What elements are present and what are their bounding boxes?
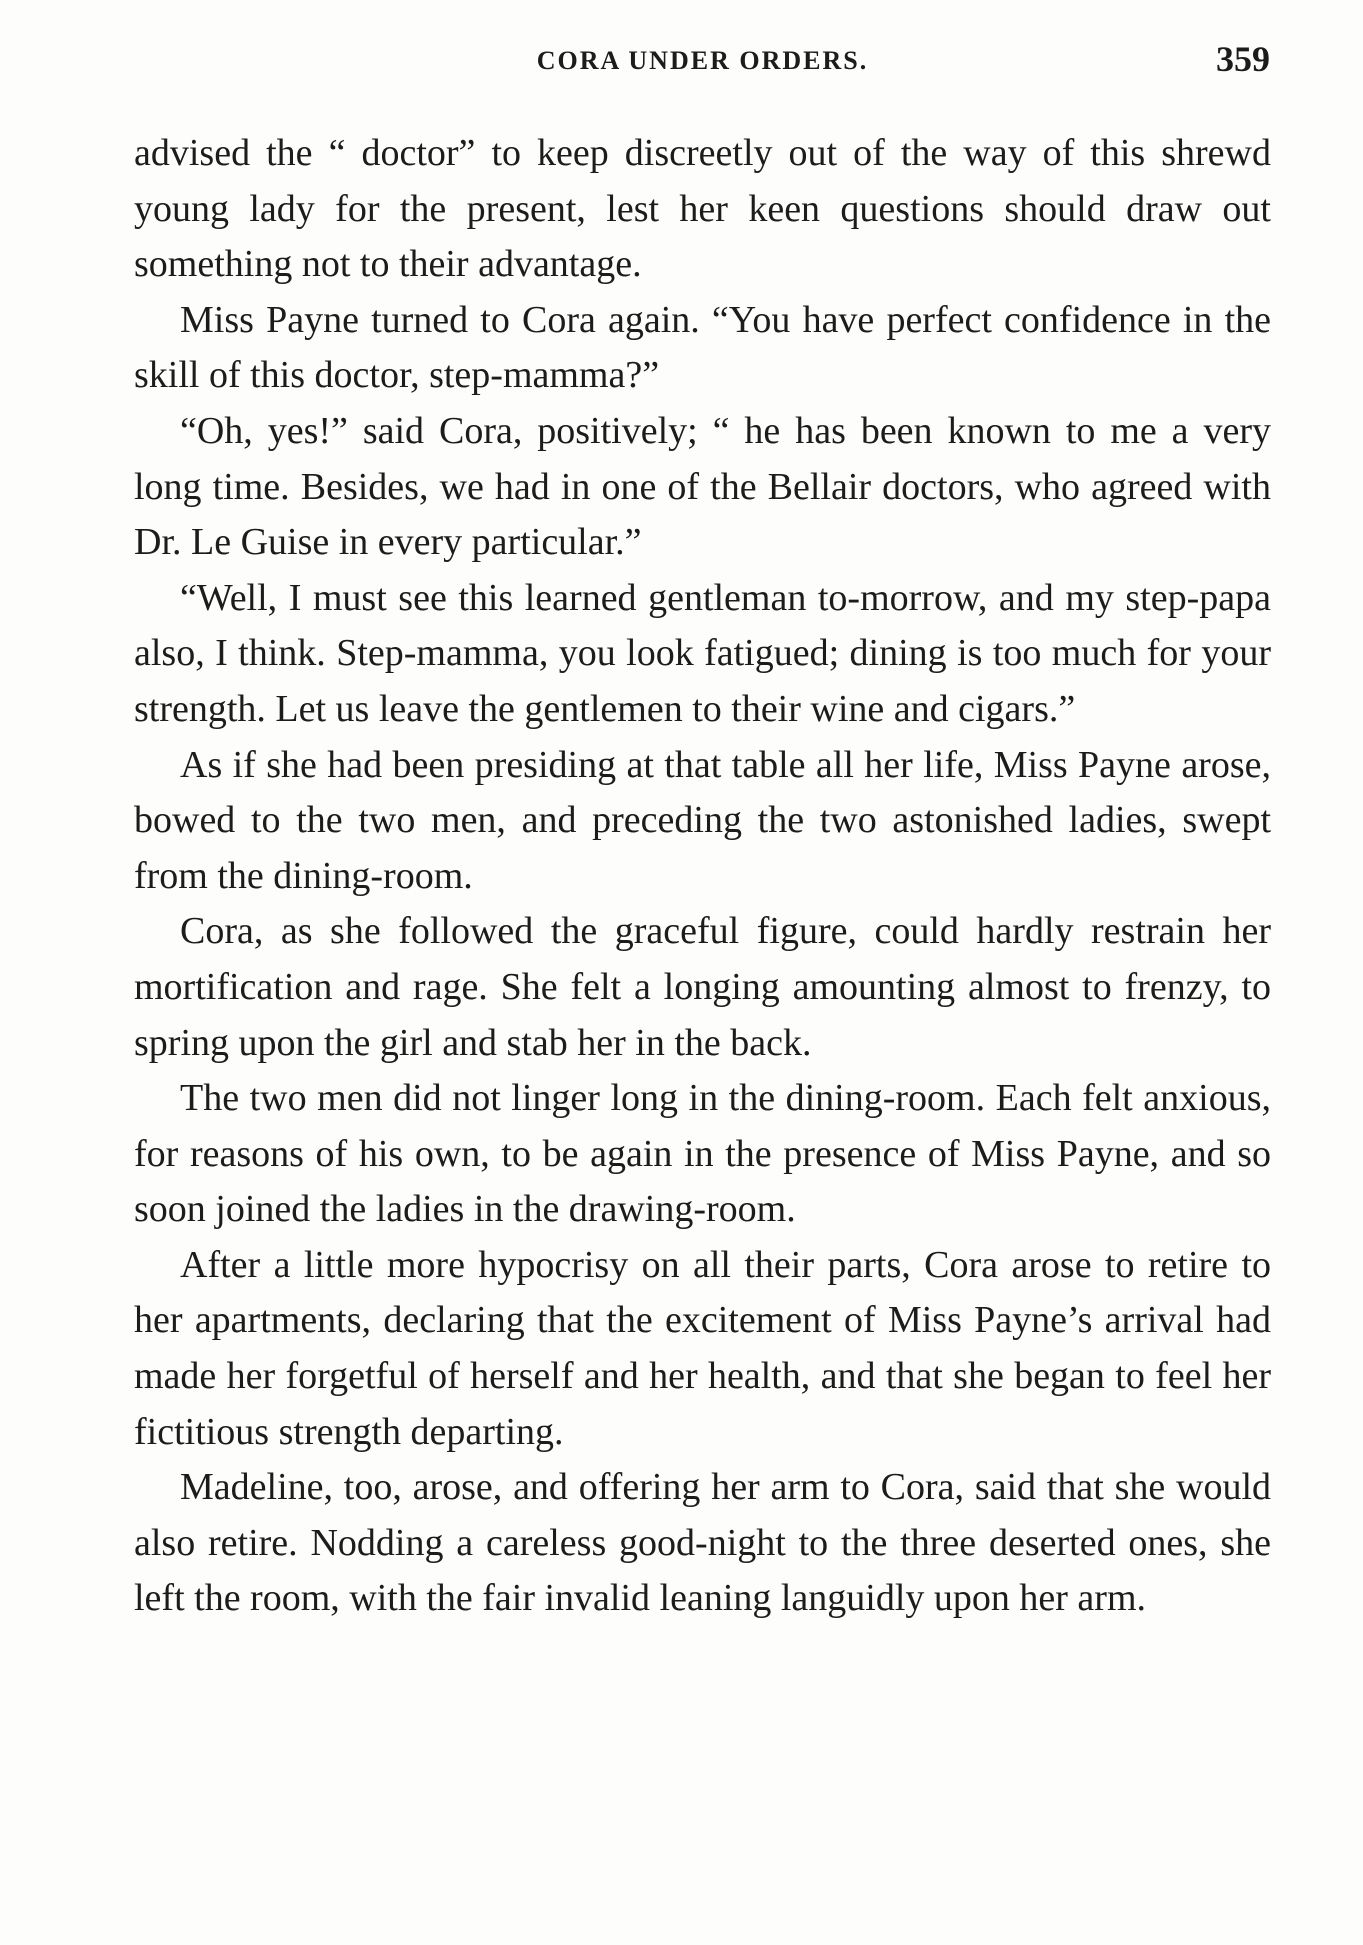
paragraph-4: “Well, I must see this learned gentleman to-morrow, and my step-papa also, I think. Step-mamma, you look fatigued; dining is too much for your strength. Let us leave the gentlemen to their wine and cigars.” xyxy=(134,576,1271,730)
paragraph-2: Miss Payne turned to Cora again. “You have perfect confidence in the skill of this doctor, step-mamma?” xyxy=(134,298,1271,397)
paragraph-1: advised the “ doctor” to keep discreetly out of the way of this shrewd young lady for the present, lest her keen questions should draw out something not to their advantage. xyxy=(134,132,1271,286)
body-text xyxy=(134,126,1271,1627)
paragraph-8: After a little more hypocrisy on all their parts, Cora arose to retire to her apartments, declaring that the excitement of Miss Payne’s arrival had made her forgetful of herself and her health, and that she began to feel her fictitious strength departing. xyxy=(134,1243,1271,1453)
paragraph-6: Cora, as she followed the graceful figure, could hardly restrain her mortification and rage. She felt a longing amounting almost to frenzy, to spring upon the girl and stab her in the back. xyxy=(134,910,1271,1064)
running-title: CORA UNDER ORDERS. xyxy=(536,46,869,75)
paragraph-3: “Oh, yes!” said Cora, positively; “ he has been known to me a very long time. Besides, we had in one of the Bellair doctors, who agreed with Dr. Le Guise in every particular.” xyxy=(134,409,1271,564)
paragraph-7: The two men did not linger long in the dining-room. Each felt anxious, for reasons of his own, to be again in the presence of Miss Payne, and so soon joined the ladies in the drawing-room. xyxy=(134,1077,1271,1231)
paragraph-5: As if she had been presiding at that table all her life, Miss Payne arose, bowed to the two men, and preceding the two astonished ladies, swept from the dining-room. xyxy=(134,743,1271,897)
page-number: 359 xyxy=(1216,39,1270,79)
running-head xyxy=(135,38,1270,88)
paragraph-9: Madeline, too, arose, and offering her arm to Cora, said that she would also retire. Nodding a careless good-night to the three deserted ones, she left the room, with the fair invalid leaning languidly upon her arm. xyxy=(134,1466,1271,1620)
